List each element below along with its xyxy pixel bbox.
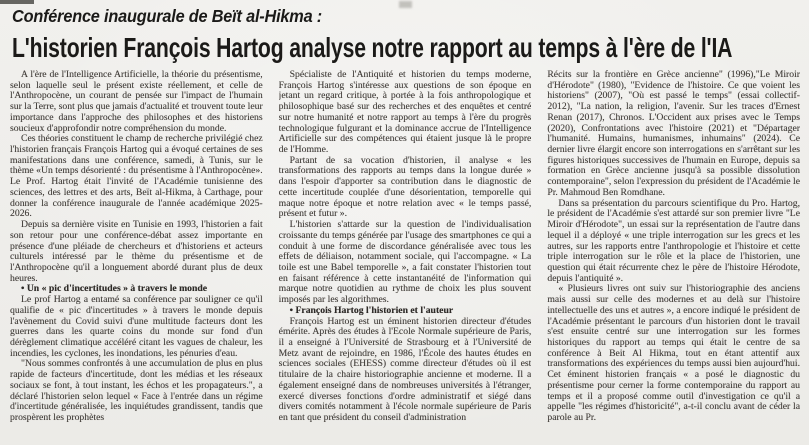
article-column-3 — [547, 70, 800, 444]
scan-artifact — [0, 0, 34, 4]
article-paragraph: L'historien s'attarde sur la question de l'individualisation croissante du temps générée par l'usage des smartphones ce qui a conduit à une forme de discordance généralisée avec tous les effets de déliaison, notamment sociale, qui l'accompagne. « La toile est une Babel temporelle », a fait constater l'historien tout en faisant référence à cette instantanéité de l'information qui marque notre quotidien au rythme de choix les plus souvent imposés par les algorithmes. — [278, 219, 532, 306]
article-paragraph: Ces théories constituent le champ de recherche privilégié chez l'historien français François Hartog qui a évoqué certaines de ses manifestations dans une conférence, samedi, à Tunis, sur le thème «Un temps désorienté : du présentisme à l'Anthropocène». Le Prof. Hartog était l'invité de l'Académie tunisienne des sciences, des lettres et des arts, Beït al-Hikma, à Carthage, pour donner la conférence inaugurale de l'année académique 2025-2026. — [10, 133, 263, 220]
article-header — [0, 0, 809, 62]
article-paragraph: Le prof Hartog a entamé sa conférence par souligner ce qu'il qualifie de « pic d'incertitudes » à travers le monde depuis l'avènement du Covid suivi d'une multitude facteurs dont les guerres dans les quarte coins du monde sur fond d'un dérèglement climatique accéléré citant les vagues de chaleur, les incendies, les cyclones, les inondations, les pénuries d'eau. — [10, 294, 263, 359]
article-paragraph: « Plusieurs livres ont suiv sur l'historiographie des anciens mais aussi sur celle des modernes et au delà sur l'histoire intellectuelle des uns et autres », a encore indiqué le président de l'Académie présentant le parcours d'un historien dont le travail s'est ensuite centré sur une interrogation sur les formes historiques du rapport au temps qui était le centre de sa conférence à Beit Al Hikma, tout en étant attentif aux transformations des expériences du temps aussi bien aujourd'hui. Cet éminent historien français « a posé le diagnostic du présentisme pour cerner la forme contemporaine du rapport au temps et il a proposé comme outil d'investigation ce qu'il a appelle "les régimes d'historicité", a-t-il conclu avant de céder la parole au Pr. — [547, 283, 801, 423]
article-column-1 — [10, 70, 263, 444]
article-body — [0, 70, 809, 444]
article-paragraph: Récits sur la frontière en Grèce ancienne" (1996),"Le Miroir d'Hérodote" (1980), "Evidence de l'histoire. Ce que voient les historiens" (2007), "Où est passé le temps" (essai collectif- 2012), "La nation, la religion, l'avenir. Sur les traces d'Ernest Renan (2017), Chronos. L'Occident aux prises avec le Temps (2020), Confrontations avec l'histoire (2021) et "Départager l'humanité. Humains, humanismes, inhumains" (2024). Ce dernier livre élargit encore son interrogations en s'arrêtant sur les figures historiques successives de l'humain en Europe, depuis sa formation en Grèce ancienne jusqu'à sa possible dissolution contemporaine", selon l'expression du président de l'Académie le Pr. Mahmoud Ben Romdhane. — [547, 70, 801, 198]
article-paragraph: A l'ère de l'Intelligence Artificielle, la théorie du présentisme, selon laquelle seul le présent existe réellement, et celle de l'Anthropocène, un courant de pensée sur l'impact de l'humain sur la Terre, sont plus que jamais d'actualité et trouvent toute leur importance dans l'approche des philosophes et des historiens soucieux d'approfondir notre compréhension du monde. — [10, 70, 263, 134]
section-subhead: • François Hartog l'historien et l'auteur — [289, 304, 454, 316]
article-paragraph: "Nous sommes confrontés à une accumulation de plus en plus rapide de facteurs d'incertitude, dont les médias et les réseaux sociaux se font, à tout instant, les échos et les propagateurs.", a déclaré l'historien selon lequel « Face à l'entrée dans un régime d'incertitude généralisée, les inquiétudes grandissent, tandis que prospèrent les prophètes — [10, 358, 263, 423]
section-subhead: • Un « pic d'incertitudes » à travers le monde — [21, 283, 208, 295]
article-paragraph: Spécialiste de l'Antiquité et historien du temps moderne, François Hartog s'intéresse aux questions de son époque en jetant un regard critique, à portée à la fois anthropologique et philosophique basé sur des recherches et des enquêtes et centré sur notre humanité et notre rapport au temps à l'ère du progrès technologique fulgurant et la dominance accrue de l'Intelligence Artificielle sur des compétences qui étaient jusque là le propre de l'Homme. — [278, 70, 532, 156]
article-paragraph: Depuis sa dernière visite en Tunisie en 1993, l'historien a fait son retour pour une conférence-débat assez importante en présence d'une pléiade de chercheurs et d'historiens et acteurs culturels intéressé par le thème du présentisme et de l'Anthropocène qu'il a longuement abordé durant plus de deux heures. — [10, 219, 263, 284]
article-column-2 — [279, 70, 532, 444]
article-paragraph: Partant de sa vocation d'historien, il analyse « les transformations des rapports au temps dans la longue durée » dans l'espoir d'apporter sa contribution dans le diagnostic de cette incertitude couplée d'une désorientation, temporelle qui maque notre époque et notre relation avec « le temps passé, présent et futur ». — [278, 154, 532, 220]
article-paragraph: François Hartog est un éminent historien directeur d'études émérite. Après des études à l'Ecole Normale supérieure de Paris, il a enseigné à l'Université de Strasbourg et à l'Université de Metz avant de rejoindre, en 1986, l'École des hautes études en sciences sociales (EHESS) comme directeur d'études où il est titulaire de la chaire historiographie ancienne et moderne. Il a également enseigné dans de nombreuses universités à l'étranger, exercé diverses fonctions d'ordre administratif et siégé dans divers comités notamment à l'école normale supérieure de Paris en tant que président du conseil d'administration — [278, 315, 532, 423]
article-headline: L'historien François Hartog analyse notre rapport au temps à l'ère de l'IA — [12, 32, 733, 63]
article-paragraph: Dans sa présentation du parcours scientifique du Pro. Hartog, le président de l'Académie s'est attardé sur son premier livre "Le Miroir d'Hérodote", un essai sur la représentation de l'autre dans lequel il a déployé « une triple interrogation sur les grecs et les autres, sur les rapports entre l'anthropologie et l'histoire et cette triple interrogation sur le rôle et la place de l'historien, une question qui était récurrente chez le père de l'histoire Hérodote, depuis l'antiquité ». — [547, 197, 801, 284]
scan-artifact — [399, 1, 412, 8]
article-kicker: Conférence inaugurale de Beït al-Hikma : — [12, 6, 323, 26]
